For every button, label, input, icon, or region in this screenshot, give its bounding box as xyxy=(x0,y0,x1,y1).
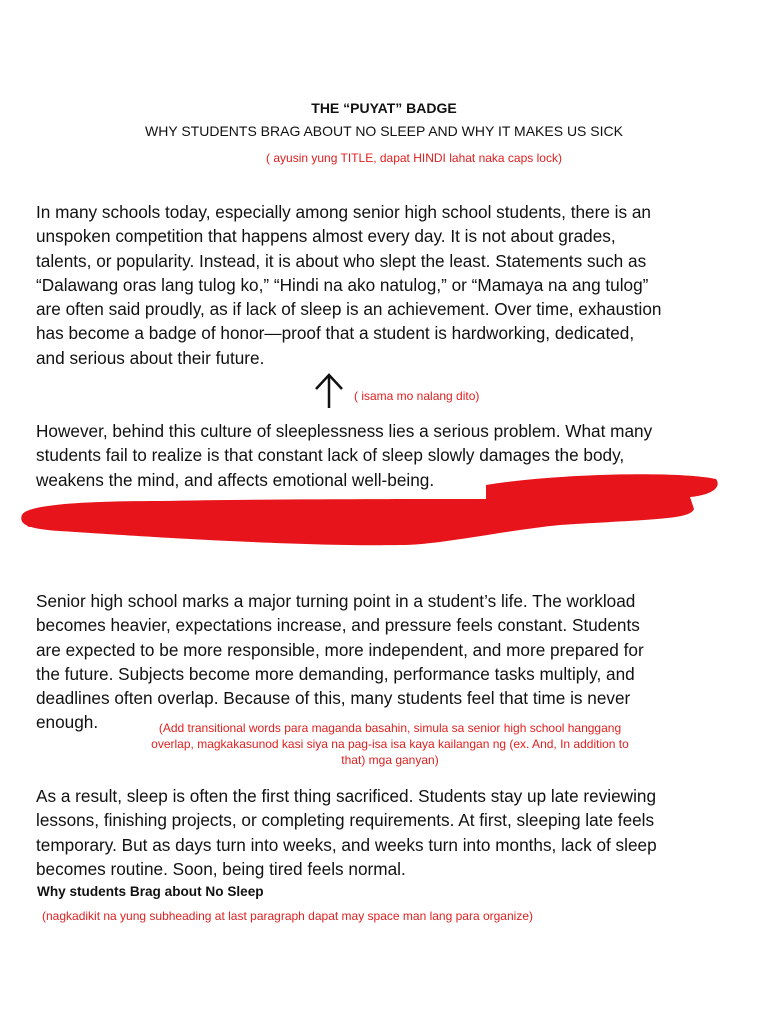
title-annotation: ( ayusin yung TITLE, dapat HINDI lahat naka caps lock) xyxy=(266,151,562,165)
paragraph-line: unspoken competition that happens almost every day. It is not about grades, xyxy=(36,226,616,247)
paragraph-line: are expected to be more responsible, more independent, and more prepared for xyxy=(36,639,644,660)
paragraph-line: and serious about their future. xyxy=(36,347,265,368)
paragraph-line: students fail to realize is that constant lack of sleep slowly damages the body, xyxy=(36,445,625,466)
redaction-scribble xyxy=(0,465,768,565)
paragraph-line: talents, or popularity. Instead, it is about who slept the least. Statements such as xyxy=(36,250,647,271)
up-arrow-icon xyxy=(312,372,346,410)
paragraph-line: However, behind this culture of sleeplessness lies a serious problem. What many xyxy=(36,421,653,441)
paragraph-4 xyxy=(36,784,766,881)
paragraph-line: are often said proudly, as if lack of sleep is an achievement. Over time, exhaustion xyxy=(36,299,662,320)
paragraph-line: In many schools today, especially among senior high school students, there is an xyxy=(36,202,651,222)
paragraph-1 xyxy=(36,200,766,370)
paragraph-line: has become a badge of honor—proof that a student is hardworking, dedicated, xyxy=(36,323,635,344)
paragraph-line: lessons, finishing projects, or completing requirements. At first, sleeping late feels xyxy=(36,810,655,831)
paragraph-line: enough. xyxy=(36,712,99,733)
paragraph-line: As a result, sleep is often the first thing sacrificed. Students stay up late reviewing xyxy=(36,786,657,806)
paragraph-3 xyxy=(36,589,766,735)
spacing-annotation: (nagkadikit na yung subheading at last paragraph dapat may space man lang para organize) xyxy=(42,909,533,923)
annotation-line: overlap, magkakasunod kasi siya na pag-isa isa kaya kailangan ng (ex. And, In addition to xyxy=(151,737,629,751)
paragraph-line: temporary. But as days turn into weeks, and weeks turn into months, lack of sleep xyxy=(36,834,657,855)
annotation-line: that) mga ganyan) xyxy=(341,753,439,767)
annotation-line: (Add transitional words para maganda basahin, simula sa senior high school hanggang xyxy=(158,721,622,735)
subheading: Why students Brag about No Sleep xyxy=(37,884,264,899)
paragraph-line: weakens the mind, and affects emotional well-being. xyxy=(36,469,435,490)
paragraph-line: deadlines often overlap. Because of this, many students feel that time is never xyxy=(36,688,631,709)
paragraph-line: “Dalawang oras lang tulog ko,” “Hindi na ako natulog,” or “Mamaya na ang tulog” xyxy=(36,274,649,295)
document-title: THE “PUYAT” BADGE xyxy=(311,100,457,116)
document-subtitle: WHY STUDENTS BRAG ABOUT NO SLEEP AND WHY IT MAKES US SICK xyxy=(145,123,623,139)
merge-annotation: ( isama mo nalang dito) xyxy=(354,389,480,403)
paragraph-line: Senior high school marks a major turning point in a student’s life. The workload xyxy=(36,591,636,611)
paragraph-line: becomes heavier, expectations increase, and pressure feels constant. Students xyxy=(36,615,640,636)
paragraph-line: becomes routine. Soon, being tired feels normal. xyxy=(36,858,406,879)
paragraph-line: the future. Subjects become more demanding, performance tasks multiply, and xyxy=(36,663,635,684)
transition-annotation xyxy=(110,720,670,768)
